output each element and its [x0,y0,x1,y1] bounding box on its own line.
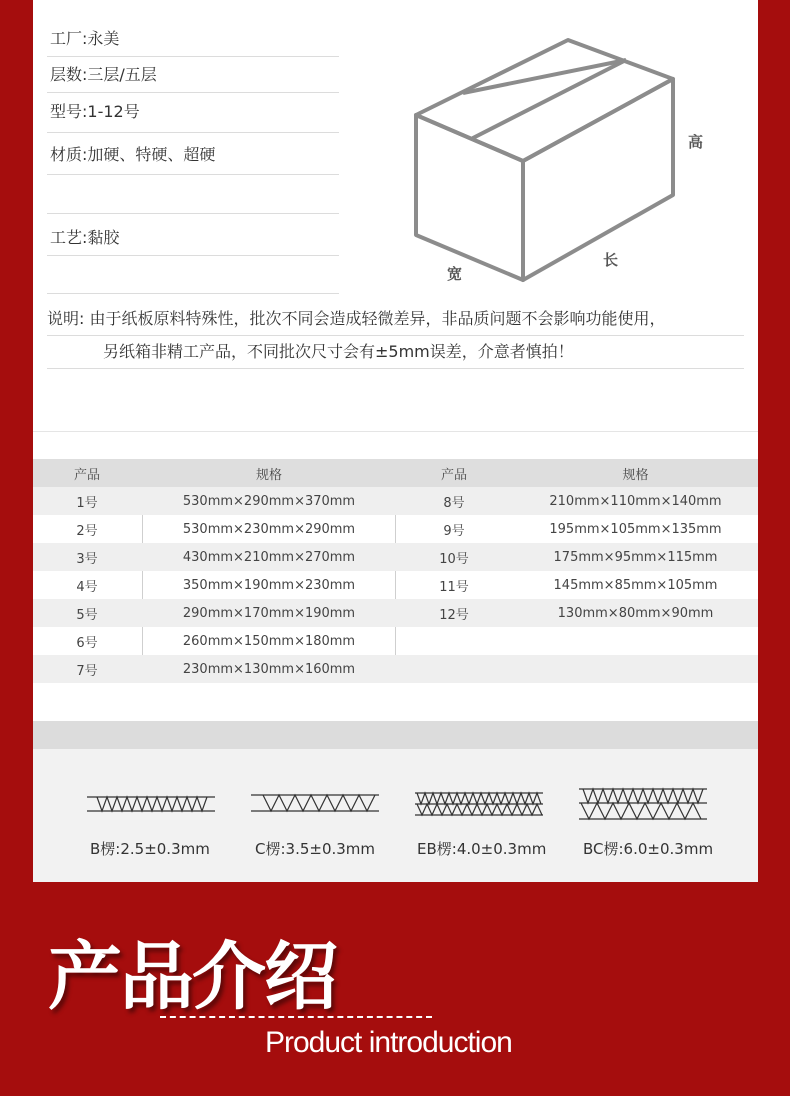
product-cell: 7号 [76,663,98,679]
spec-row-empty [47,175,339,214]
section-title-cn: 产品介绍 [48,934,336,1020]
flute-types-panel [33,749,758,882]
flute-label-bc: BC楞:6.0±0.3mm [583,840,714,858]
spec-cell: 350mm×190mm×230mm [182,577,356,593]
product-cell: 11号 [439,579,469,595]
product-cell: 1号 [76,495,98,511]
spec-value: 加硬、特硬、超硬 [87,145,216,164]
spec-cell: 290mm×170mm×190mm [182,605,356,621]
spec-row-process [47,225,339,256]
flute-label-eb: EB楞:4.0±0.3mm [417,840,547,858]
width-label: 宽 [447,265,463,283]
c-flute-icon [251,789,379,813]
spec-value: 1-12号 [87,102,140,121]
spec-label: 工艺: [50,228,88,247]
spec-cell: 260mm×150mm×180mm [182,633,356,649]
spec-cell: 130mm×80mm×90mm [557,605,714,621]
height-label: 高 [688,133,704,151]
product-cell: 12号 [439,607,469,623]
spec-cell: 230mm×130mm×160mm [182,661,356,677]
product-cell: 8号 [443,495,465,511]
spec-cell: 195mm×105mm×135mm [549,521,722,537]
table-row [33,515,758,543]
spec-cell: 530mm×290mm×370mm [182,493,356,509]
header-product: 产品 [73,467,100,483]
carton-box-icon [413,35,713,285]
table-row [33,543,758,571]
spec-row-material [47,142,339,175]
spec-value: 永美 [87,29,120,48]
spec-label: 层数: [50,65,88,84]
table-row [33,599,758,627]
spec-cell: 430mm×210mm×270mm [182,549,356,565]
table-row [33,627,758,655]
spec-cell: 210mm×110mm×140mm [549,493,722,509]
table-row [33,571,758,599]
product-cell: 9号 [443,523,465,539]
note-label: 说明: [47,309,85,328]
title-dashed-divider [160,1016,432,1018]
eb-flute-icon [415,791,543,817]
section-title-en: Product introduction [265,1026,512,1059]
table-row [33,655,758,683]
spec-row-layers [47,62,339,93]
product-cell: 5号 [76,607,98,623]
product-cell: 2号 [76,523,98,539]
b-flute-icon [87,789,215,813]
size-table [33,459,758,683]
section-divider [33,431,758,432]
header-product: 产品 [440,467,467,483]
spec-row-factory [47,26,339,57]
flute-label-b: B楞:2.5±0.3mm [90,840,210,858]
flute-label-c: C楞:3.5±0.3mm [255,840,376,858]
note-line-2 [47,336,744,369]
spec-cell: 530mm×230mm×290mm [182,521,356,537]
note-line-1 [47,303,744,336]
spec-row-empty [47,256,339,294]
spec-label: 材质: [50,145,88,164]
product-cell: 6号 [76,635,98,651]
spec-value: 三层/五层 [87,65,157,84]
product-cell: 4号 [76,579,98,595]
bc-flute-icon [579,787,707,821]
header-spec: 规格 [622,467,649,483]
spec-row-model [47,99,339,133]
flute-header-band [33,721,758,749]
spec-label: 工厂: [50,29,88,48]
note-text-2: 另纸箱非精工产品，不同批次尺寸会有±5mm误差，介意者慎拍！ [103,342,574,361]
disclaimer-note [47,303,744,369]
length-label: 长 [603,251,619,269]
product-cell: 3号 [76,551,98,567]
spec-value: 黏胶 [87,228,120,247]
note-text-1: 由于纸板原料特殊性，批次不同会造成轻微差异，非品质问题不会影响功能使用， [89,309,666,328]
spec-label: 型号: [50,102,88,121]
table-header [33,459,758,487]
spec-cell: 145mm×85mm×105mm [553,577,718,593]
spec-cell: 175mm×95mm×115mm [553,549,718,565]
table-row [33,487,758,515]
header-spec: 规格 [255,467,282,483]
product-cell: 10号 [439,551,469,567]
product-spec-card [33,0,758,882]
